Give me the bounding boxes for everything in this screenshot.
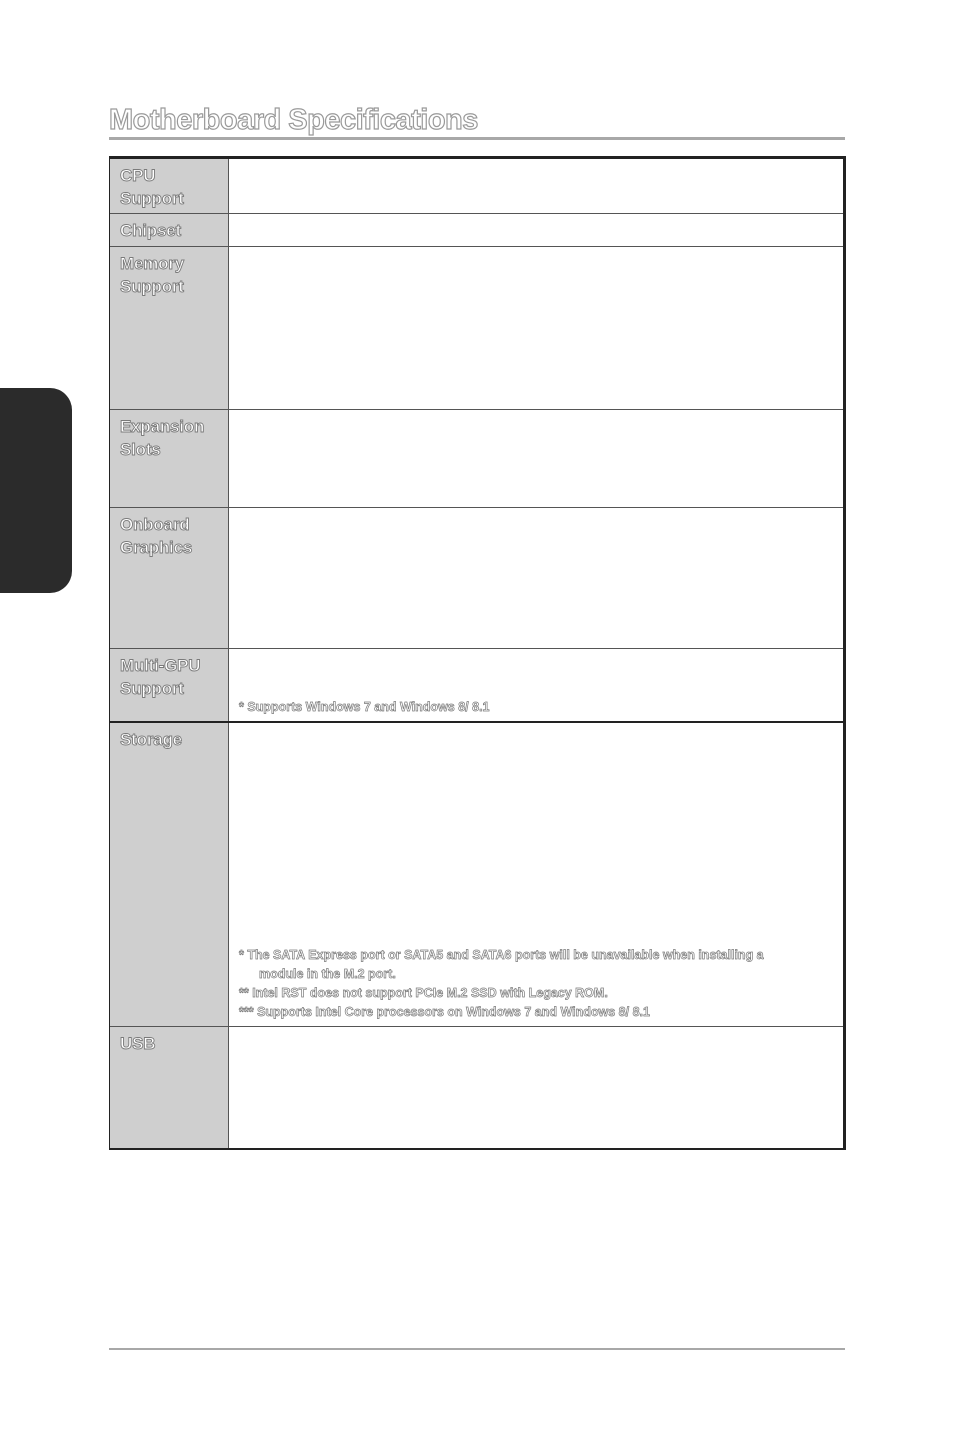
spec-row-usb [110, 1027, 843, 1148]
footer-rule [109, 1348, 845, 1350]
spec-label-line: Slots [120, 440, 161, 459]
footnote: * Supports Windows 7 and Windows 8/ 8.1 [239, 700, 490, 714]
spec-label-cell [110, 1027, 229, 1148]
footnote-continuation: module in the M.2 port. [259, 967, 396, 981]
spec-label-line: Support [120, 277, 184, 296]
spec-label-cell [110, 214, 229, 246]
spec-value-cell [230, 1027, 843, 1148]
page-title: Motherboard Specifications [109, 104, 478, 136]
spec-value-cell [230, 649, 843, 721]
specifications-table [109, 156, 846, 1150]
spec-value-cell [230, 247, 843, 409]
spec-label-cell [110, 247, 229, 409]
spec-label-cell [110, 649, 229, 721]
spec-label-line: Graphics [120, 538, 193, 557]
spec-value-cell [230, 723, 843, 1026]
footnote-line: * The SATA Express port or SATA5 and SATA6 ports will be unavailable when installing a [239, 948, 764, 962]
title-underline [109, 137, 845, 140]
spec-label-cell [110, 410, 229, 507]
spec-value-cell [230, 214, 843, 246]
footnote: *** Supports Intel Core processors on Windows 7 and Windows 8/ 8.1 [239, 1005, 650, 1019]
spec-label-line: Expansion [120, 417, 205, 436]
spec-label-line: Support [120, 189, 184, 208]
spec-label-cell [110, 723, 229, 1026]
spec-row-expansion-slots [110, 410, 843, 508]
spec-row-memory-support [110, 247, 843, 410]
spec-label-line: USB [120, 1034, 156, 1053]
spec-label-line: Storage [120, 730, 182, 749]
spec-label-line: CPU [120, 166, 156, 185]
spec-label-line: Memory [120, 254, 184, 273]
footnotes [239, 698, 833, 717]
spec-label-cell [110, 508, 229, 648]
chapter-side-tab [0, 388, 72, 593]
spec-label-cell [110, 159, 229, 213]
spec-label-line: Multi-GPU [120, 656, 201, 675]
spec-row-cpu-support [110, 159, 843, 214]
footnotes [239, 946, 833, 1022]
spec-row-onboard-graphics [110, 508, 843, 649]
spec-label-line: Onboard [120, 515, 190, 534]
spec-value-cell [230, 410, 843, 507]
spec-row-multi-gpu-support [110, 649, 843, 723]
spec-value-cell [230, 508, 843, 648]
footnote: ** Intel RST does not support PCIe M.2 SSD with Legacy ROM. [239, 986, 608, 1000]
spec-label-line: Chipset [120, 221, 181, 240]
spec-label-line: Support [120, 679, 184, 698]
spec-value-cell [230, 159, 843, 213]
footnote [239, 946, 833, 984]
spec-row-storage [110, 723, 843, 1027]
spec-row-chipset [110, 214, 843, 247]
